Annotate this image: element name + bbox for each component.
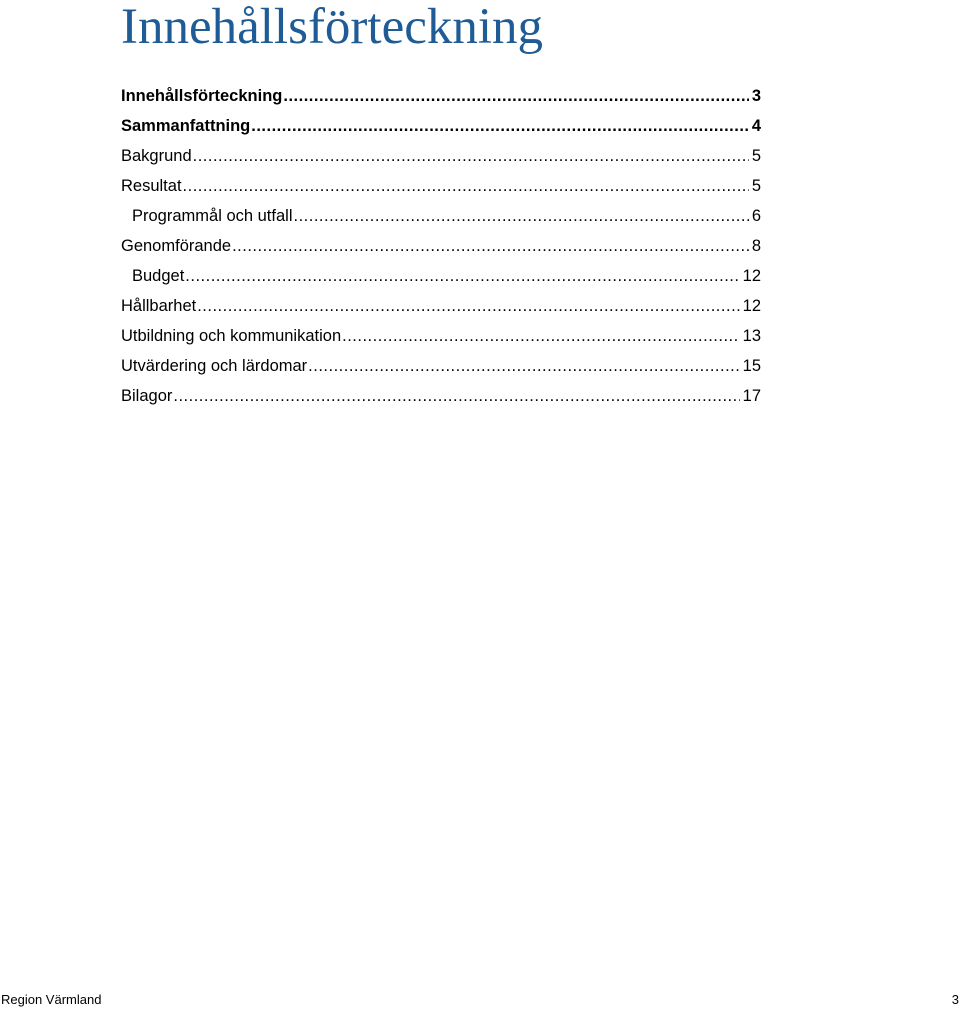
toc-entry-label: Utvärdering och lärdomar [121,357,308,375]
toc-dot-leader [183,171,749,201]
footer-page-number: 3 [951,992,959,1007]
toc-dot-leader [193,141,749,171]
toc-entry-page: 5 [751,147,761,165]
toc-entry-page: 15 [742,357,761,375]
toc-entry-label: Innehållsförteckning [121,87,283,105]
toc-entry-label: Bilagor [121,387,173,405]
toc-entry-page: 3 [751,87,761,105]
toc-dot-leader [283,81,748,111]
toc-entry-page: 12 [742,267,761,285]
table-of-contents [121,81,761,411]
footer-organization: Region Värmland [1,992,102,1007]
toc-entry-label: Utbildning och kommunikation [121,327,342,345]
toc-entry-sammanfattning[interactable] [121,111,761,141]
toc-entry-label: Programmål och utfall [132,207,293,225]
page-footer [0,993,960,1013]
toc-entry-page: 17 [742,387,761,405]
toc-entry-page: 6 [751,207,761,225]
toc-entry-bakgrund[interactable] [121,141,761,171]
toc-entry-bilagor[interactable] [121,381,761,411]
toc-entry-label: Resultat [121,177,182,195]
toc-entry-budget[interactable] [121,261,761,291]
toc-entry-programmal-och-utfall[interactable] [121,201,761,231]
toc-dot-leader [232,231,749,261]
toc-dot-leader [173,381,739,411]
toc-entry-page: 12 [742,297,761,315]
toc-entry-resultat[interactable] [121,171,761,201]
toc-dot-leader [197,291,739,321]
toc-entry-innehallsforteckning[interactable] [121,81,761,111]
toc-dot-leader [342,321,740,351]
toc-dot-leader [185,261,739,291]
toc-entry-page: 8 [751,237,761,255]
toc-entry-genomforande[interactable] [121,231,761,261]
toc-entry-page: 5 [751,177,761,195]
toc-entry-label: Hållbarhet [121,297,197,315]
toc-entry-page: 4 [751,117,761,135]
toc-dot-leader [251,111,749,141]
toc-entry-utbildning-och-kommunikation[interactable] [121,321,761,351]
toc-entry-label: Genomförande [121,237,232,255]
toc-dot-leader [308,351,739,381]
page-title: Innehållsförteckning [121,0,544,55]
toc-entry-label: Sammanfattning [121,117,251,135]
toc-entry-hallbarhet[interactable] [121,291,761,321]
toc-entry-page: 13 [742,327,761,345]
toc-entry-label: Budget [132,267,185,285]
toc-entry-label: Bakgrund [121,147,192,165]
toc-entry-utvardering-och-lardomar[interactable] [121,351,761,381]
toc-dot-leader [293,201,748,231]
